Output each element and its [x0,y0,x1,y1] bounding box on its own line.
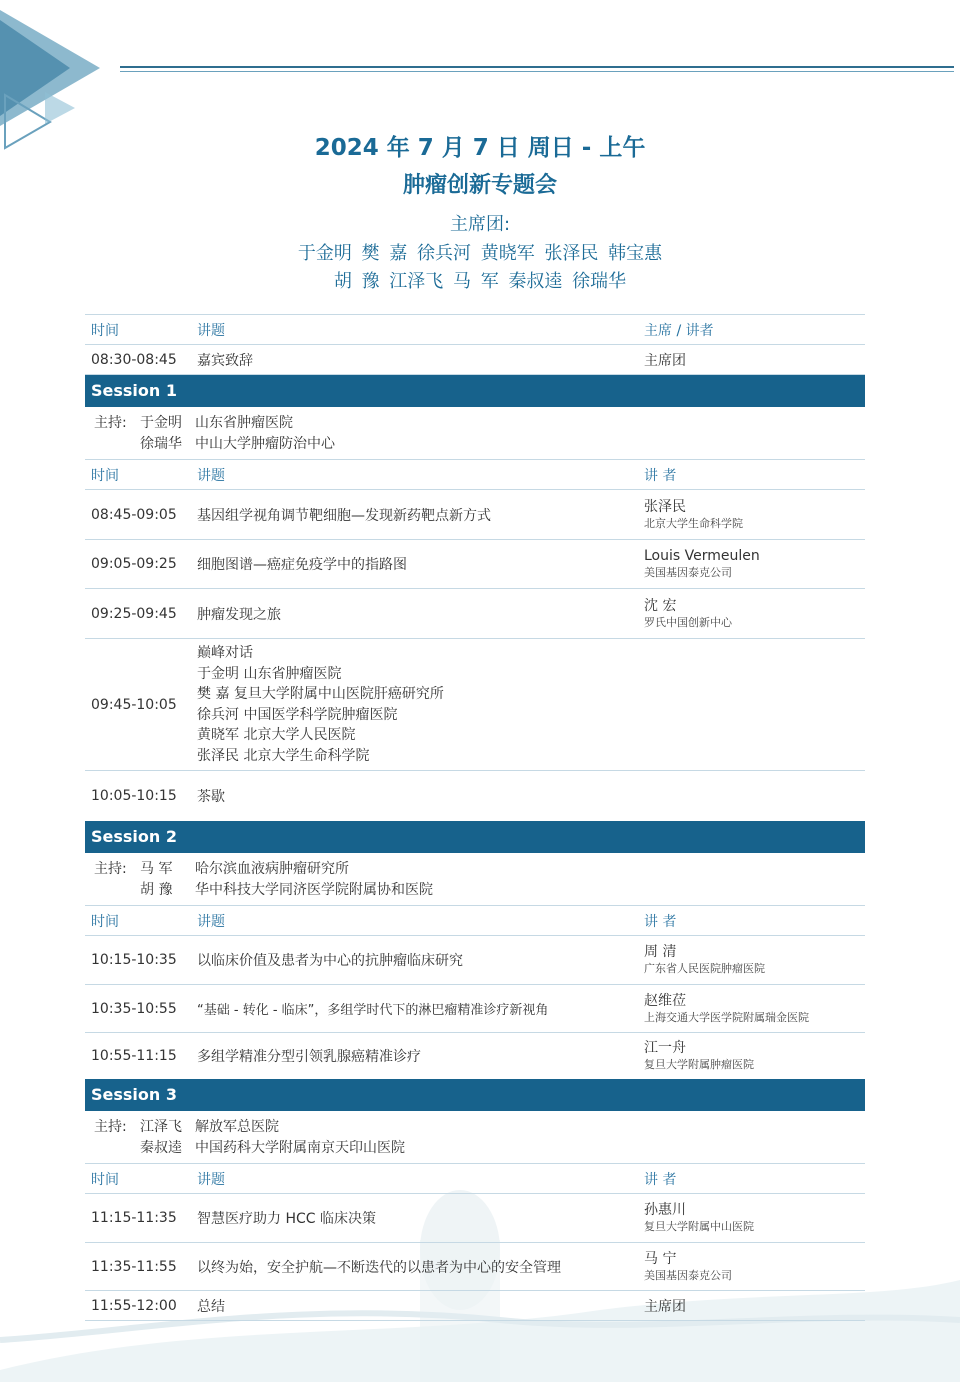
table-row [85,1243,865,1291]
speaker-name: 张泽民 [644,498,686,515]
chair-label: 主席团: [449,214,511,235]
panel-line: 巅峰对话 [197,645,253,661]
speaker-name: 沈 宏 [644,597,677,614]
col-topic: 讲题 [197,467,225,484]
row-time: 09:25-09:45 [91,605,177,622]
moderator-name: 江泽飞 [140,1119,182,1135]
row-topic: 以终为始，安全护航—不断迭代的以患者为中心的安全管理 [197,1259,561,1276]
row-topic: 细胞图谱—癌症免疫学中的指路图 [197,557,407,573]
col-speaker: 讲 者 [644,467,677,484]
event-date: 2024 年 7 月 7 日 周日 - 上午 [314,135,646,161]
table-row [85,936,865,985]
row-speaker: 主席团 [644,352,686,369]
row-topic: 肿瘤发现之旅 [197,606,281,623]
col-topic: 讲题 [197,913,225,930]
speaker-name: 马 宁 [644,1250,677,1267]
panel-line: 黄晓军 北京大学人民医院 [197,727,356,743]
chair-names-line1: 于金明 樊 嘉 徐兵河 黄晓军 张泽民 韩宝惠 [297,243,663,264]
speaker-affiliation: 复旦大学附属中山医院 [644,1220,754,1233]
row-topic: 多组学精准分型引领乳腺癌精准诊疗 [197,1049,421,1065]
row-time: 10:55-11:15 [91,1048,177,1064]
page-header [0,130,960,296]
col-speaker: 讲 者 [644,1171,677,1188]
row-time: 09:45-10:05 [91,696,177,713]
table-row [85,771,865,821]
moderator-label: 主持: [94,861,127,877]
panel-line: 樊 嘉 复旦大学附属中山医院肝癌研究所 [197,686,444,702]
row-time: 11:15-11:35 [91,1210,177,1226]
speaker-affiliation: 广东省人民医院肿瘤医院 [644,962,765,975]
table-header [85,314,865,345]
moderator-org: 解放军总医院 [195,1119,279,1135]
session-2-moderators [85,853,865,906]
row-topic: 嘉宾致辞 [197,352,253,369]
col-topic: 讲题 [197,1171,225,1188]
col-time: 时间 [91,322,119,339]
top-rule [120,66,954,68]
table-row [85,540,865,589]
col-topic: 讲题 [197,322,225,339]
moderator-org: 哈尔滨血液病肿瘤研究所 [195,861,349,877]
speaker-affiliation: 罗氏中国创新中心 [644,615,732,629]
moderator-label: 主持: [94,415,127,431]
table-row [85,1291,865,1321]
table-header [85,1164,865,1194]
moderator-org: 中国药科大学附属南京天印山医院 [195,1140,405,1156]
speaker-affiliation: 美国基因泰克公司 [644,566,732,579]
speaker-name: 赵维莅 [644,992,686,1009]
moderator-name: 胡 豫 [140,882,173,898]
row-time: 10:35-10:55 [91,1000,177,1017]
table-row [85,589,865,639]
row-time: 08:30-08:45 [91,351,177,368]
speaker-affiliation: 美国基因泰克公司 [644,1268,732,1282]
row-time: 10:15-10:35 [91,952,177,968]
speaker-name: 江一舟 [644,1040,686,1056]
moderator-name: 马 军 [140,861,173,877]
col-speaker: 讲 者 [644,913,677,930]
row-time: 11:55-12:00 [91,1297,177,1314]
col-time: 时间 [91,467,119,484]
top-rule-thin [120,71,954,72]
table-row [85,1033,865,1079]
speaker-name: Louis Vermeulen [644,548,760,564]
moderator-name: 秦叔逵 [140,1140,182,1156]
row-time: 10:05-10:15 [91,788,177,804]
moderator-name: 于金明 [140,415,182,431]
moderator-label [94,880,140,901]
row-topic: 智慧医疗助力 HCC 临床决策 [197,1211,376,1227]
table-header [85,460,865,490]
moderator-label: 主持: [94,1119,127,1135]
col-time: 时间 [91,1171,119,1188]
panel-row [85,639,865,771]
session-3-banner: Session 3 [85,1079,865,1111]
row-speaker: 主席团 [644,1298,686,1315]
row-time: 08:45-09:05 [91,506,177,523]
speaker-affiliation: 上海交通大学医学院附属瑞金医院 [644,1010,809,1024]
table-row [85,490,865,540]
moderator-label [94,434,140,455]
panel-topic [197,639,644,770]
session-1-banner: Session 1 [85,375,865,407]
row-time: 11:35-11:55 [91,1258,177,1275]
session-3-moderators [85,1111,865,1164]
speaker-name: 孙惠川 [644,1202,686,1218]
speaker-name: 周 清 [644,944,677,960]
moderator-org: 山东省肿瘤医院 [195,415,293,431]
moderator-org: 中山大学肿瘤防治中心 [195,436,335,452]
chair-names-line2: 胡 豫 江泽飞 马 军 秦叔逵 徐瑞华 [333,271,627,292]
table-row [85,345,865,375]
table-row [85,1194,865,1243]
speaker-affiliation: 复旦大学附属肿瘤医院 [644,1058,754,1071]
moderator-label [94,1138,140,1159]
row-topic: 以临床价值及患者为中心的抗肿瘤临床研究 [197,953,463,969]
moderator-name: 徐瑞华 [140,436,182,452]
panel-line: 张泽民 北京大学生命科学院 [197,747,370,764]
row-topic: 总结 [197,1298,225,1315]
session-2-banner: Session 2 [85,821,865,853]
col-speaker: 主席 / 讲者 [644,322,714,339]
row-topic: “基础 - 转化 - 临床”，多组学时代下的淋巴瘤精准诊疗新视角 [197,1003,549,1018]
event-title: 肿瘤创新专题会 [402,173,557,198]
table-header [85,906,865,936]
row-time: 09:05-09:25 [91,556,177,572]
row-topic: 基因组学视角调节靶细胞—发现新药靶点新方式 [197,507,491,524]
row-topic: 茶歇 [197,789,225,805]
session-1-moderators [85,407,865,460]
table-row [85,985,865,1033]
col-time: 时间 [91,913,119,930]
speaker-affiliation: 北京大学生命科学院 [644,516,743,530]
panel-line: 徐兵河 中国医学科学院肿瘤医院 [197,706,398,723]
panel-line: 于金明 山东省肿瘤医院 [197,665,342,682]
agenda-table [85,314,865,1321]
moderator-org: 华中科技大学同济医学院附属协和医院 [195,882,433,898]
